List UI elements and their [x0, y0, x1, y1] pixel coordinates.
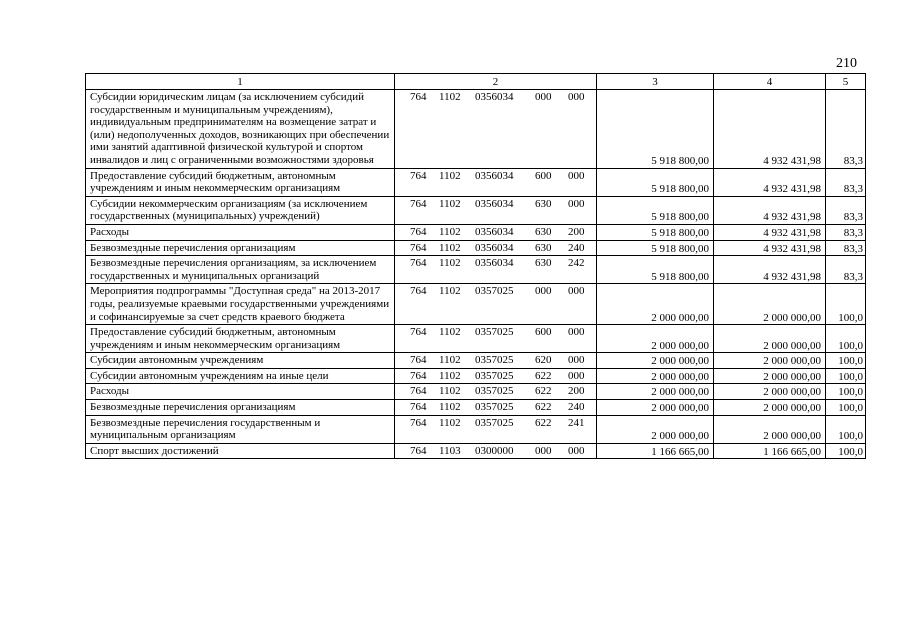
row-planned-amount: 5 918 800,00 [597, 240, 714, 256]
code-kosgu: 000 [568, 369, 585, 382]
table-row [86, 443, 866, 459]
table-row [86, 168, 866, 196]
row-code [395, 368, 597, 384]
row-description: Спорт высших достижений [86, 443, 395, 459]
table-row [86, 384, 866, 400]
header-cell: 1 [86, 74, 395, 90]
row-description: Субсидии автономным учреждениям на иные цели [86, 368, 395, 384]
code-kosgu: 000 [568, 169, 585, 182]
row-description: Субсидии юридическим лицам (за исключением субсидий государственным и муниципальным учреждениям), индивидуальным предпринимателям на возмещение затрат и (или) недополученных доходов, возникающих при обеспечении ими занятий адаптивной физической культурой и спортом инвалидов и лиц с ограниченными возможностями здоровья [86, 90, 395, 169]
code-target: 0357025 [475, 326, 514, 339]
row-planned-amount: 1 166 665,00 [597, 443, 714, 459]
row-description: Предоставление субсидий бюджетным, автономным учреждениям и иным некоммерческим организациям [86, 168, 395, 196]
row-executed-amount: 2 000 000,00 [714, 415, 826, 443]
row-description: Безвозмездные перечисления организациям [86, 400, 395, 416]
code-expense-type: 630 [535, 241, 552, 254]
row-description: Расходы [86, 384, 395, 400]
table-body [86, 90, 866, 459]
code-kosgu: 241 [568, 416, 585, 429]
code-kosgu: 200 [568, 225, 585, 238]
code-expense-type: 000 [535, 91, 552, 103]
code-ministry: 764 [410, 444, 427, 457]
table-row [86, 256, 866, 284]
table-row [86, 415, 866, 443]
code-target: 0356034 [475, 257, 514, 270]
table-row [86, 284, 866, 325]
code-kosgu: 000 [568, 444, 585, 457]
code-ministry: 764 [410, 257, 427, 270]
code-ministry: 764 [410, 369, 427, 382]
row-percent: 100,0 [826, 384, 866, 400]
code-expense-type: 620 [535, 354, 552, 367]
code-ministry: 764 [410, 225, 427, 238]
row-percent: 100,0 [826, 284, 866, 325]
row-percent: 100,0 [826, 400, 866, 416]
row-code [395, 284, 597, 325]
code-section: 1102 [439, 169, 461, 182]
code-expense-type: 622 [535, 369, 552, 382]
code-ministry: 764 [410, 285, 427, 298]
code-expense-type: 600 [535, 169, 552, 182]
row-code [395, 384, 597, 400]
code-section: 1103 [439, 444, 461, 457]
row-percent: 100,0 [826, 325, 866, 353]
row-planned-amount: 5 918 800,00 [597, 168, 714, 196]
row-executed-amount: 1 166 665,00 [714, 443, 826, 459]
code-ministry: 764 [410, 401, 427, 414]
row-executed-amount: 4 932 431,98 [714, 196, 826, 224]
row-percent: 83,3 [826, 240, 866, 256]
row-percent: 100,0 [826, 443, 866, 459]
table-row [86, 353, 866, 369]
row-code [395, 196, 597, 224]
code-target: 0300000 [475, 444, 514, 457]
row-description: Безвозмездные перечисления организациям, за исключением государственных и муниципальных организаций [86, 256, 395, 284]
row-percent: 83,3 [826, 256, 866, 284]
table-row [86, 196, 866, 224]
row-description: Безвозмездные перечисления государственным и муниципальным организациям [86, 415, 395, 443]
row-percent: 83,3 [826, 168, 866, 196]
code-expense-type: 630 [535, 197, 552, 210]
code-target: 0356034 [475, 91, 514, 103]
code-ministry: 764 [410, 385, 427, 398]
row-planned-amount: 2 000 000,00 [597, 368, 714, 384]
code-ministry: 764 [410, 354, 427, 367]
code-target: 0356034 [475, 225, 514, 238]
code-target: 0356034 [475, 241, 514, 254]
row-planned-amount: 5 918 800,00 [597, 90, 714, 169]
code-target: 0357025 [475, 369, 514, 382]
row-executed-amount: 2 000 000,00 [714, 353, 826, 369]
row-executed-amount: 2 000 000,00 [714, 368, 826, 384]
code-ministry: 764 [410, 197, 427, 210]
row-percent: 83,3 [826, 196, 866, 224]
row-executed-amount: 2 000 000,00 [714, 400, 826, 416]
code-section: 1102 [439, 369, 461, 382]
header-cell: 2 [395, 74, 597, 90]
row-planned-amount: 2 000 000,00 [597, 384, 714, 400]
code-section: 1102 [439, 241, 461, 254]
code-kosgu: 242 [568, 257, 585, 270]
row-code [395, 224, 597, 240]
code-target: 0357025 [475, 354, 514, 367]
row-code [395, 90, 597, 169]
table-row [86, 368, 866, 384]
table-row [86, 224, 866, 240]
code-expense-type: 630 [535, 257, 552, 270]
code-section: 1102 [439, 401, 461, 414]
code-kosgu: 240 [568, 401, 585, 414]
code-kosgu: 000 [568, 91, 585, 103]
row-description: Безвозмездные перечисления организациям [86, 240, 395, 256]
header-cell: 5 [826, 74, 866, 90]
table-row [86, 325, 866, 353]
code-target: 0357025 [475, 285, 514, 298]
code-target: 0357025 [475, 416, 514, 429]
row-planned-amount: 2 000 000,00 [597, 400, 714, 416]
code-kosgu: 000 [568, 285, 585, 298]
row-executed-amount: 2 000 000,00 [714, 284, 826, 325]
row-executed-amount: 4 932 431,98 [714, 168, 826, 196]
row-executed-amount: 4 932 431,98 [714, 256, 826, 284]
row-description: Субсидии некоммерческим организациям (за исключением государственных (муниципальных) учреждений) [86, 196, 395, 224]
code-kosgu: 240 [568, 241, 585, 254]
code-expense-type: 630 [535, 225, 552, 238]
code-expense-type: 000 [535, 444, 552, 457]
row-percent: 100,0 [826, 368, 866, 384]
row-executed-amount: 4 932 431,98 [714, 240, 826, 256]
row-planned-amount: 2 000 000,00 [597, 353, 714, 369]
row-percent: 83,3 [826, 90, 866, 169]
code-expense-type: 622 [535, 416, 552, 429]
header-cell: 4 [714, 74, 826, 90]
row-executed-amount: 4 932 431,98 [714, 90, 826, 169]
code-ministry: 764 [410, 169, 427, 182]
row-code [395, 443, 597, 459]
code-kosgu: 000 [568, 326, 585, 339]
row-code [395, 168, 597, 196]
header-row [86, 74, 866, 90]
row-code [395, 400, 597, 416]
code-section: 1102 [439, 354, 461, 367]
code-expense-type: 622 [535, 401, 552, 414]
row-percent: 100,0 [826, 415, 866, 443]
table-row [86, 90, 866, 169]
row-code [395, 415, 597, 443]
code-target: 0356034 [475, 197, 514, 210]
code-target: 0357025 [475, 401, 514, 414]
row-code [395, 240, 597, 256]
code-expense-type: 000 [535, 285, 552, 298]
row-planned-amount: 5 918 800,00 [597, 196, 714, 224]
code-section: 1102 [439, 385, 461, 398]
code-section: 1102 [439, 416, 461, 429]
code-ministry: 764 [410, 416, 427, 429]
row-code [395, 256, 597, 284]
code-expense-type: 600 [535, 326, 552, 339]
code-section: 1102 [439, 91, 461, 103]
table-row [86, 240, 866, 256]
code-section: 1102 [439, 225, 461, 238]
code-kosgu: 000 [568, 197, 585, 210]
row-percent: 83,3 [826, 224, 866, 240]
row-code [395, 325, 597, 353]
row-planned-amount: 2 000 000,00 [597, 325, 714, 353]
row-code [395, 353, 597, 369]
row-executed-amount: 2 000 000,00 [714, 325, 826, 353]
row-planned-amount: 2 000 000,00 [597, 284, 714, 325]
code-section: 1102 [439, 257, 461, 270]
budget-table [85, 73, 866, 459]
code-section: 1102 [439, 285, 461, 298]
code-kosgu: 000 [568, 354, 585, 367]
row-planned-amount: 2 000 000,00 [597, 415, 714, 443]
table-row [86, 400, 866, 416]
header-cell: 3 [597, 74, 714, 90]
row-executed-amount: 4 932 431,98 [714, 224, 826, 240]
page-number: 210 [836, 56, 857, 71]
code-target: 0356034 [475, 169, 514, 182]
row-description: Предоставление субсидий бюджетным, автономным учреждениям и иным некоммерческим организациям [86, 325, 395, 353]
row-planned-amount: 5 918 800,00 [597, 224, 714, 240]
row-planned-amount: 5 918 800,00 [597, 256, 714, 284]
code-ministry: 764 [410, 326, 427, 339]
row-description: Расходы [86, 224, 395, 240]
code-kosgu: 200 [568, 385, 585, 398]
code-expense-type: 622 [535, 385, 552, 398]
code-ministry: 764 [410, 241, 427, 254]
code-section: 1102 [439, 197, 461, 210]
code-section: 1102 [439, 326, 461, 339]
code-ministry: 764 [410, 91, 427, 103]
row-description: Мероприятия подпрограммы "Доступная среда" на 2013-2017 годы, реализуемые краевыми государственными учреждениями и софинансируемые за счет средств краевого бюджета [86, 284, 395, 325]
code-target: 0357025 [475, 385, 514, 398]
row-description: Субсидии автономным учреждениям [86, 353, 395, 369]
row-executed-amount: 2 000 000,00 [714, 384, 826, 400]
row-percent: 100,0 [826, 353, 866, 369]
